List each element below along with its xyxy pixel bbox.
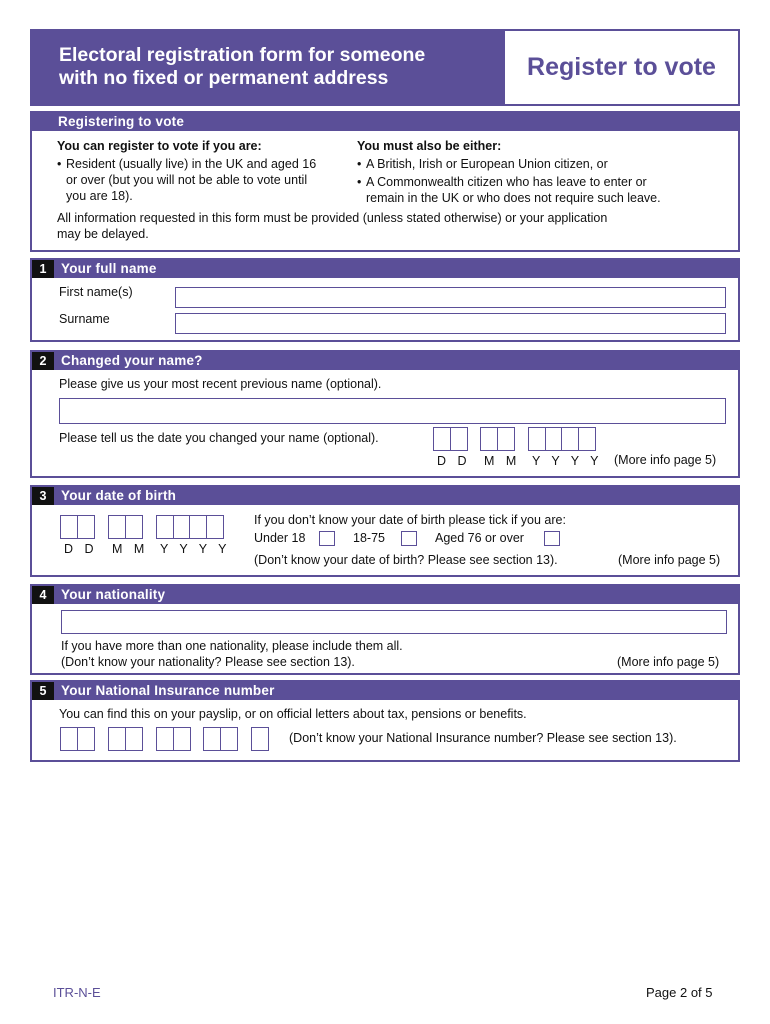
ni-digit-cell[interactable] xyxy=(203,727,221,751)
year-label: Y Y Y Y xyxy=(160,542,231,556)
ni-cells-group-1 xyxy=(60,727,93,751)
intro-band xyxy=(32,113,738,131)
date-digit-cell[interactable] xyxy=(77,515,95,539)
previous-name-field[interactable] xyxy=(59,398,726,424)
date-digit-cell[interactable] xyxy=(497,427,515,451)
change-month-cells xyxy=(480,427,513,451)
ni-cells-group-3 xyxy=(156,727,189,751)
multiple-nationality-note: If you have more than one nationality, please include them all. xyxy=(61,639,403,653)
more-info-link: (More info page 5) xyxy=(617,655,720,669)
under-18-checkbox[interactable] xyxy=(319,531,335,546)
section-title: Your date of birth xyxy=(61,488,177,503)
change-year-cells xyxy=(528,427,594,451)
section-full-name xyxy=(30,258,740,342)
first-name-label: First name(s) xyxy=(59,285,133,299)
surname-label: Surname xyxy=(59,312,110,326)
citizen-bullet-2-line2: remain in the UK or who does not require such leave. xyxy=(366,191,661,205)
ni-cells-group-4 xyxy=(203,727,236,751)
age-18-75-checkbox[interactable] xyxy=(401,531,417,546)
section-title: Changed your name? xyxy=(61,353,203,368)
dob-year-cells xyxy=(156,515,222,539)
nationality-field[interactable] xyxy=(61,610,727,634)
form-header xyxy=(30,29,740,106)
ni-digit-cell[interactable] xyxy=(77,727,95,751)
more-info-link: (More info page 5) xyxy=(614,453,717,467)
year-label: Y Y Y Y xyxy=(532,454,603,468)
eligibility-heading: You can register to vote if you are: xyxy=(57,139,262,153)
section-nationality xyxy=(30,584,740,675)
dob-month-cells xyxy=(108,515,141,539)
ni-digit-cell[interactable] xyxy=(125,727,143,751)
section-number: 3 xyxy=(32,487,54,505)
date-digit-cell[interactable] xyxy=(173,515,191,539)
date-digit-cell[interactable] xyxy=(108,515,126,539)
section-number: 1 xyxy=(32,260,54,278)
date-digit-cell[interactable] xyxy=(60,515,78,539)
surname-field[interactable] xyxy=(175,313,726,334)
info-note-line2: may be delayed. xyxy=(57,227,149,241)
section-number: 5 xyxy=(32,682,54,700)
section-title: Your full name xyxy=(61,261,157,276)
ni-digit-cell[interactable] xyxy=(108,727,126,751)
date-digit-cell[interactable] xyxy=(561,427,579,451)
ni-digit-cell[interactable] xyxy=(220,727,238,751)
under-18-label: Under 18 xyxy=(254,531,306,545)
more-info-link: (More info page 5) xyxy=(618,553,721,567)
date-digit-cell[interactable] xyxy=(528,427,546,451)
section-2-band xyxy=(32,352,738,370)
dob-day-cells xyxy=(60,515,93,539)
section-3-band xyxy=(32,487,738,505)
day-label: D D xyxy=(437,454,471,468)
first-name-field[interactable] xyxy=(175,287,726,308)
intro-section xyxy=(30,111,740,252)
date-digit-cell[interactable] xyxy=(578,427,596,451)
form-title-line2: with no fixed or permanent address xyxy=(59,67,389,89)
ni-section-13-note: (Don’t know your National Insurance number? Please see section 13). xyxy=(289,731,677,745)
aged-76-checkbox[interactable] xyxy=(544,531,560,546)
section-national-insurance xyxy=(30,680,740,762)
citizenship-heading: You must also be either: xyxy=(357,139,502,153)
page-number: Page 2 of 5 xyxy=(646,985,713,1000)
ni-cells-group-2 xyxy=(108,727,141,751)
date-digit-cell[interactable] xyxy=(125,515,143,539)
ni-digit-cell[interactable] xyxy=(60,727,78,751)
section-4-band xyxy=(32,586,738,604)
name-change-date-label: Please tell us the date you changed your name (optional). xyxy=(59,431,379,445)
day-label: D D xyxy=(64,542,98,556)
form-code: ITR-N-E xyxy=(53,985,101,1000)
section-date-of-birth xyxy=(30,485,740,577)
date-digit-cell[interactable] xyxy=(480,427,498,451)
ni-digit-cell[interactable] xyxy=(156,727,174,751)
section-number: 4 xyxy=(32,586,54,604)
section-title: Your nationality xyxy=(61,587,166,602)
previous-name-label: Please give us your most recent previous name (optional). xyxy=(59,377,382,391)
date-digit-cell[interactable] xyxy=(433,427,451,451)
change-day-cells xyxy=(433,427,466,451)
date-digit-cell[interactable] xyxy=(189,515,207,539)
section-title: Your National Insurance number xyxy=(61,683,275,698)
form-title-line1: Electoral registration form for someone xyxy=(59,44,426,66)
section-1-band xyxy=(32,260,738,278)
dob-unknown-prompt: If you don’t know your date of birth please tick if you are: xyxy=(254,513,566,527)
section-5-band xyxy=(32,682,738,700)
month-label: M M xyxy=(112,542,149,556)
resident-bullet-line2: or over (but you will not be able to vote until xyxy=(66,173,308,187)
date-digit-cell[interactable] xyxy=(450,427,468,451)
ni-number-hint: You can find this on your payslip, or on official letters about tax, pensions or benefits. xyxy=(59,707,527,721)
date-digit-cell[interactable] xyxy=(545,427,563,451)
date-digit-cell[interactable] xyxy=(156,515,174,539)
section-changed-name xyxy=(30,350,740,478)
date-digit-cell[interactable] xyxy=(206,515,224,539)
citizen-bullet-1: • A British, Irish or European Union citizen, or xyxy=(366,157,608,172)
section-number: 2 xyxy=(32,352,54,370)
ni-cells-group-5 xyxy=(251,727,268,751)
age-18-75-label: 18-75 xyxy=(353,531,385,545)
ni-digit-cell[interactable] xyxy=(251,727,269,751)
month-label: M M xyxy=(484,454,521,468)
dob-section-13-note: (Don’t know your date of birth? Please see section 13). xyxy=(254,553,558,567)
intro-title: Registering to vote xyxy=(58,114,185,129)
form-title xyxy=(32,31,505,104)
register-to-vote-badge: Register to vote xyxy=(505,31,738,104)
aged-76-label: Aged 76 or over xyxy=(435,531,524,545)
citizen-bullet-2-line1: • A Commonwealth citizen who has leave to enter or xyxy=(366,175,647,190)
nationality-section-13-note: (Don’t know your nationality? Please see section 13). xyxy=(61,655,355,669)
resident-bullet-line1: • Resident (usually live) in the UK and aged 16 xyxy=(66,157,316,172)
info-note-line1: All information requested in this form must be provided (unless stated otherwise) or your application xyxy=(57,211,608,225)
ni-digit-cell[interactable] xyxy=(173,727,191,751)
resident-bullet-line3: you are 18). xyxy=(66,189,133,203)
